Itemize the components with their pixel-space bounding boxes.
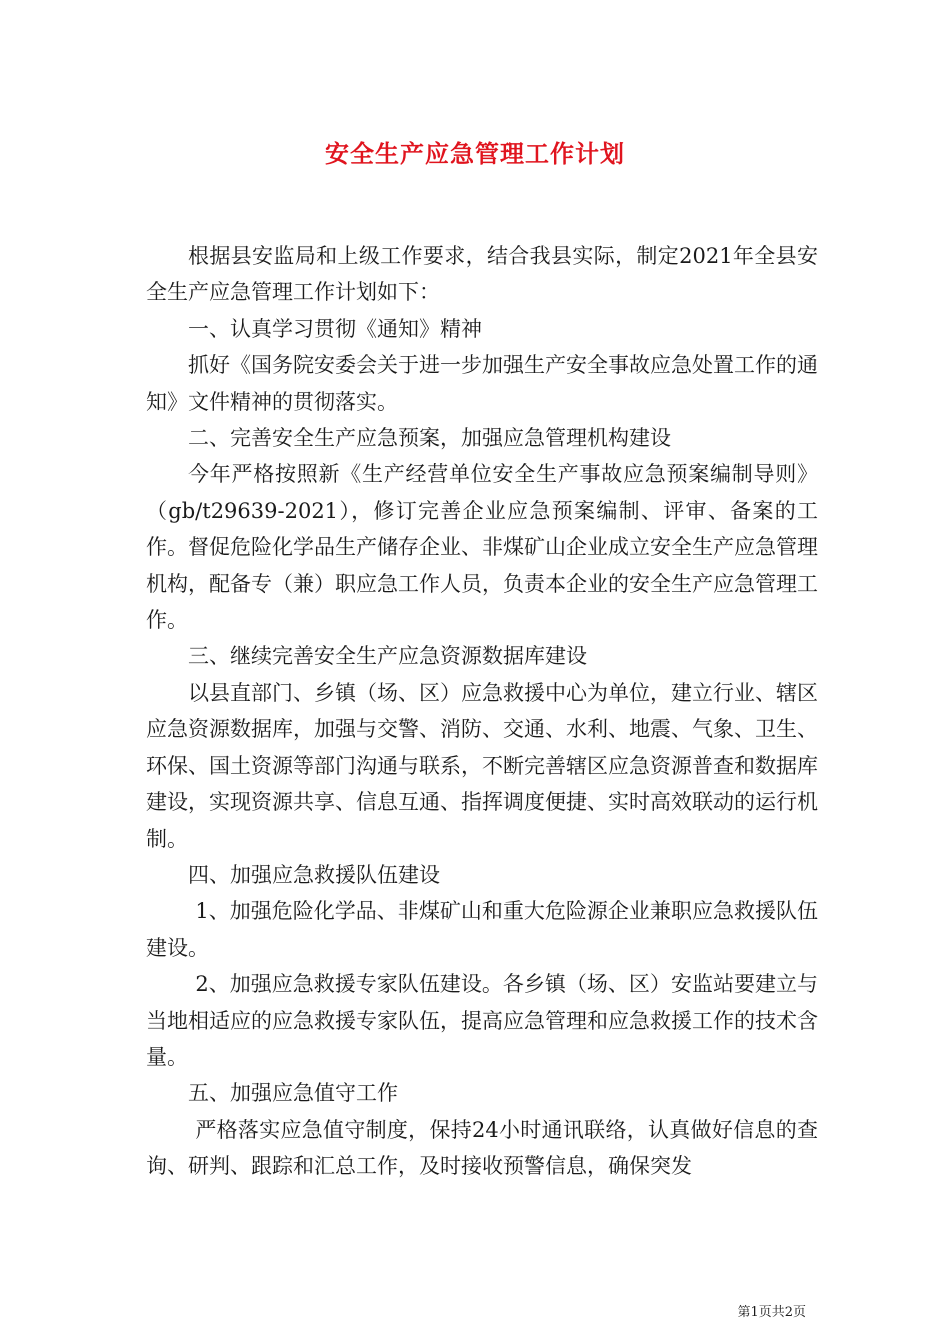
document-title: 安全生产应急管理工作计划 — [325, 139, 625, 168]
section-body-2: 今年严格按照新《生产经营单位安全生产事故应急预案编制导则》（gb/t29639-2021），修订完善企业应急预案编制、评审、备案的工作。督促危险化学品生产储存企业、非煤矿山企业成立安全生产应急管理机构，配备专（兼）职应急工作人员，负责本企业的安全生产应急管理工作。 — [146, 462, 818, 633]
section-body-5: 严格落实应急值守制度，保持24小时通讯联络，认真做好信息的查询、研判、跟踪和汇总工作，及时接收预警信息，确保突发 — [146, 1117, 818, 1179]
document-body — [146, 238, 818, 1185]
intro-paragraph: 根据县安监局和上级工作要求，结合我县实际，制定2021年全县安全生产应急管理工作计划如下： — [146, 244, 818, 305]
section-item-4-1: 1、加强危险化学品、非煤矿山和重大危险源企业兼职应急救援队伍建设。 — [146, 899, 818, 960]
section-heading-1: 一、认真学习贯彻《通知》精神 — [188, 316, 482, 341]
section-body-1: 抓好《国务院安委会关于进一步加强生产安全事故应急处置工作的通知》文件精神的贯彻落实。 — [146, 353, 818, 414]
section-heading-2: 二、完善安全生产应急预案，加强应急管理机构建设 — [188, 426, 671, 451]
section-body-3: 以县直部门、乡镇（场、区）应急救援中心为单位，建立行业、辖区应急资源数据库，加强与交警、消防、交通、水利、地震、气象、卫生、环保、国土资源等部门沟通与联系，不断完善辖区应急资源普查和数据库建设，实现资源共享、信息互通、指挥调度便捷、实时高效联动的运行机制。 — [146, 680, 818, 851]
section-heading-4: 四、加强应急救援队伍建设 — [188, 862, 440, 887]
section-item-4-2: 2、加强应急救援专家队伍建设。各乡镇（场、区）安监站要建立与当地相适应的应急救援专家队伍，提高应急管理和应急救援工作的技术含量。 — [146, 972, 818, 1069]
page-number-footer: 第1页共2页 — [737, 1305, 806, 1320]
section-heading-5: 五、加强应急值守工作 — [188, 1081, 398, 1106]
section-heading-3: 三、继续完善安全生产应急资源数据库建设 — [188, 644, 587, 669]
